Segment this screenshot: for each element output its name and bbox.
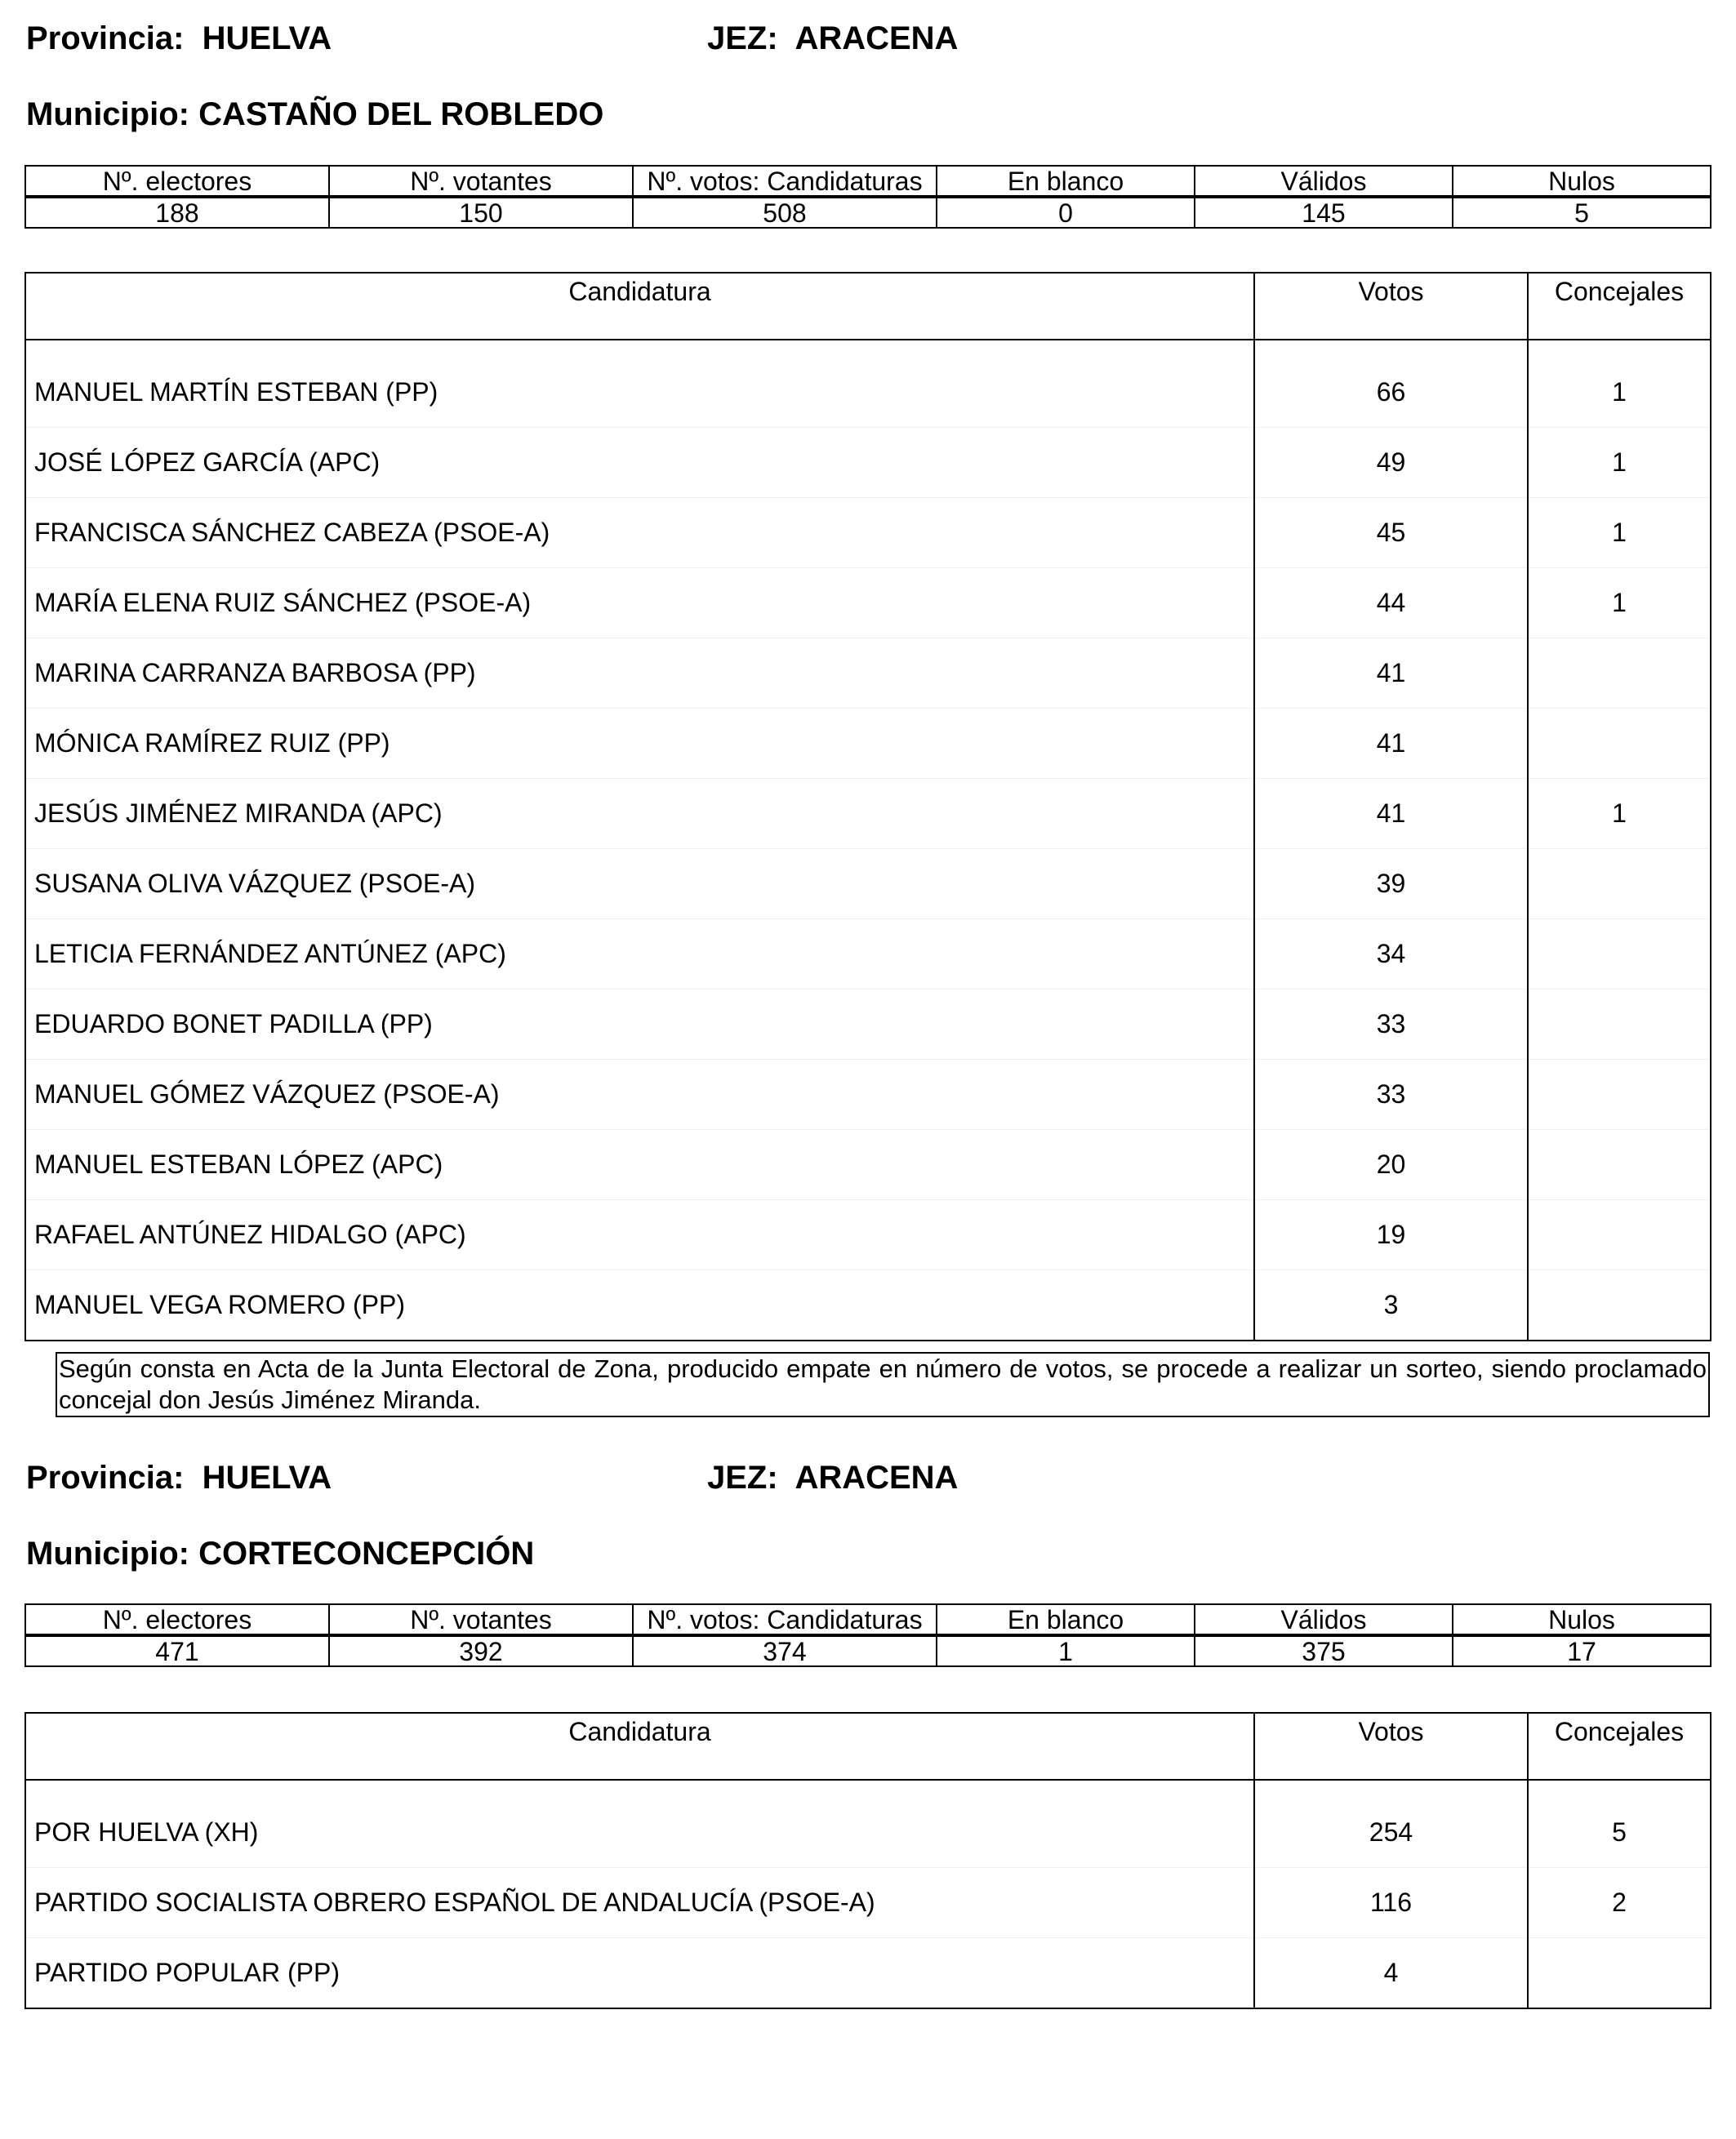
candidates-table xyxy=(24,272,1712,1341)
table-row xyxy=(25,1060,1711,1130)
header-votos: Votos xyxy=(1254,273,1528,340)
table-row xyxy=(25,1130,1711,1200)
provincia-value: HUELVA xyxy=(202,20,332,56)
candidate-name: POR HUELVA (XH) xyxy=(25,1798,1254,1868)
stats-value-nulos: 5 xyxy=(1453,197,1711,228)
table-row xyxy=(25,428,1711,498)
stats-header-row xyxy=(25,166,1711,197)
candidate-name: MANUEL MARTÍN ESTEBAN (PP) xyxy=(25,358,1254,428)
jez-label: JEZ: xyxy=(707,20,778,56)
stats-header-en-blanco: En blanco xyxy=(937,166,1195,197)
candidate-seats: 1 xyxy=(1528,779,1711,849)
table-row xyxy=(25,989,1711,1060)
table-row xyxy=(25,1200,1711,1270)
jez-heading xyxy=(707,1461,958,1494)
municipio-label: Municipio: xyxy=(26,96,189,132)
candidate-seats xyxy=(1528,709,1711,779)
candidate-name: PARTIDO POPULAR (PP) xyxy=(34,1958,340,1987)
stats-value-votos-candidaturas: 508 xyxy=(633,197,937,228)
candidate-votes: 44 xyxy=(1254,568,1528,638)
candidate-seats: 1 xyxy=(1528,498,1711,568)
table-row xyxy=(25,638,1711,709)
provincia-heading xyxy=(26,22,332,55)
jez-heading xyxy=(707,22,958,55)
candidate-votes: 41 xyxy=(1254,779,1528,849)
header-votos: Votos xyxy=(1254,1713,1528,1780)
stats-value-en-blanco: 1 xyxy=(937,1635,1195,1666)
candidate-name: MÓNICA RAMÍREZ RUIZ (PP) xyxy=(25,709,1254,779)
table-row xyxy=(25,919,1711,989)
table-row xyxy=(25,568,1711,638)
table-row xyxy=(25,1868,1711,1938)
stats-value-en-blanco: 0 xyxy=(937,197,1195,228)
candidate-name: SUSANA OLIVA VÁZQUEZ (PSOE-A) xyxy=(25,849,1254,919)
candidate-seats xyxy=(1528,1270,1711,1341)
provincia-label: Provincia: xyxy=(26,1460,185,1496)
provincia-value: HUELVA xyxy=(202,1460,332,1496)
candidate-votes: 33 xyxy=(1254,989,1528,1060)
candidate-name: MARÍA ELENA RUIZ SÁNCHEZ (PSOE-A) xyxy=(25,568,1254,638)
municipio-value: CORTECONCEPCIÓN xyxy=(198,1536,535,1572)
candidate-name: JESÚS JIMÉNEZ MIRANDA (APC) xyxy=(25,779,1254,849)
candidate-name: MANUEL VEGA ROMERO (PP) xyxy=(34,1290,405,1319)
stats-header-en-blanco: En blanco xyxy=(937,1604,1195,1635)
stats-header-electores: Nº. electores xyxy=(25,166,329,197)
candidate-seats: 1 xyxy=(1528,568,1711,638)
candidate-votes: 41 xyxy=(1254,638,1528,709)
candidate-votes: 39 xyxy=(1254,849,1528,919)
candidate-name: RAFAEL ANTÚNEZ HIDALGO (APC) xyxy=(25,1200,1254,1270)
candidate-seats xyxy=(1528,638,1711,709)
candidate-votes: 19 xyxy=(1254,1200,1528,1270)
stats-header-electores: Nº. electores xyxy=(25,1604,329,1635)
stats-value-electores: 188 xyxy=(25,197,329,228)
stats-value-votantes: 392 xyxy=(329,1635,633,1666)
candidate-name: MARINA CARRANZA BARBOSA (PP) xyxy=(25,638,1254,709)
stats-header-nulos: Nulos xyxy=(1453,166,1711,197)
stats-value-votos-candidaturas: 374 xyxy=(633,1635,937,1666)
stats-values-row xyxy=(25,197,1711,228)
candidate-seats: 1 xyxy=(1528,358,1711,428)
table-row xyxy=(25,1270,1711,1341)
candidate-seats xyxy=(1528,849,1711,919)
stats-header-row xyxy=(25,1604,1711,1635)
provincia-heading xyxy=(26,1461,332,1494)
tie-break-note: Según consta en Acta de la Junta Electoral de Zona, producido empate en número de votos, se procede a realizar un sorteo, siendo proclamado concejal don Jesús Jiménez Miranda. xyxy=(56,1352,1710,1417)
candidate-seats: 5 xyxy=(1528,1798,1711,1868)
candidate-seats xyxy=(1528,1938,1711,2009)
candidate-seats xyxy=(1528,1060,1711,1130)
municipio-value: CASTAÑO DEL ROBLEDO xyxy=(198,96,604,132)
stats-value-electores: 471 xyxy=(25,1635,329,1666)
municipio-label: Municipio: xyxy=(26,1536,189,1572)
header-candidatura: Candidatura xyxy=(25,1713,1254,1780)
candidate-name: PARTIDO SOCIALISTA OBRERO ESPAÑOL DE ANDALUCÍA (PSOE-A) xyxy=(25,1868,1254,1938)
municipio-heading xyxy=(26,1537,534,1570)
table-row xyxy=(25,498,1711,568)
jez-value: ARACENA xyxy=(795,20,959,56)
candidates-table xyxy=(24,1712,1712,2009)
candidate-votes: 45 xyxy=(1254,498,1528,568)
candidate-seats xyxy=(1528,989,1711,1060)
candidate-votes: 49 xyxy=(1254,428,1528,498)
table-row xyxy=(25,709,1711,779)
candidate-seats xyxy=(1528,919,1711,989)
stats-value-votantes: 150 xyxy=(329,197,633,228)
stats-header-votos-candidaturas: Nº. votos: Candidaturas xyxy=(633,1604,937,1635)
candidate-votes: 116 xyxy=(1254,1868,1528,1938)
candidate-seats xyxy=(1528,1200,1711,1270)
candidate-seats xyxy=(1528,1130,1711,1200)
candidates-header-row xyxy=(25,273,1711,340)
stats-header-nulos: Nulos xyxy=(1453,1604,1711,1635)
stats-header-votos-candidaturas: Nº. votos: Candidaturas xyxy=(633,166,937,197)
stats-header-votantes: Nº. votantes xyxy=(329,166,633,197)
stats-table xyxy=(24,165,1712,229)
header-candidatura: Candidatura xyxy=(25,273,1254,340)
header-concejales: Concejales xyxy=(1528,1713,1711,1780)
provincia-label: Provincia: xyxy=(26,20,185,56)
jez-label: JEZ: xyxy=(707,1460,778,1496)
candidate-votes: 33 xyxy=(1254,1060,1528,1130)
stats-header-votantes: Nº. votantes xyxy=(329,1604,633,1635)
stats-values-row xyxy=(25,1635,1711,1666)
candidate-name: LETICIA FERNÁNDEZ ANTÚNEZ (APC) xyxy=(25,919,1254,989)
table-row xyxy=(25,358,1711,428)
candidate-votes: 41 xyxy=(1254,709,1528,779)
candidate-name: JOSÉ LÓPEZ GARCÍA (APC) xyxy=(25,428,1254,498)
candidate-votes: 3 xyxy=(1254,1270,1528,1341)
candidate-name: MANUEL GÓMEZ VÁZQUEZ (PSOE-A) xyxy=(25,1060,1254,1130)
candidate-votes: 66 xyxy=(1254,358,1528,428)
candidate-votes: 254 xyxy=(1254,1798,1528,1868)
stats-value-nulos: 17 xyxy=(1453,1635,1711,1666)
stats-table xyxy=(24,1603,1712,1667)
candidates-header-row xyxy=(25,1713,1711,1780)
candidate-votes: 20 xyxy=(1254,1130,1528,1200)
table-row xyxy=(25,1938,1711,2009)
stats-header-validos: Válidos xyxy=(1195,1604,1453,1635)
table-row xyxy=(25,779,1711,849)
candidate-name: MANUEL ESTEBAN LÓPEZ (APC) xyxy=(25,1130,1254,1200)
candidate-votes: 4 xyxy=(1254,1938,1528,2009)
candidate-seats: 2 xyxy=(1528,1868,1711,1938)
jez-value: ARACENA xyxy=(795,1460,959,1496)
stats-value-validos: 145 xyxy=(1195,197,1453,228)
stats-value-validos: 375 xyxy=(1195,1635,1453,1666)
candidate-votes: 34 xyxy=(1254,919,1528,989)
stats-header-validos: Válidos xyxy=(1195,166,1453,197)
header-concejales: Concejales xyxy=(1528,273,1711,340)
candidate-seats: 1 xyxy=(1528,428,1711,498)
table-row xyxy=(25,1798,1711,1868)
candidate-name: FRANCISCA SÁNCHEZ CABEZA (PSOE-A) xyxy=(25,498,1254,568)
municipio-heading xyxy=(26,98,603,131)
table-row xyxy=(25,849,1711,919)
candidate-name: EDUARDO BONET PADILLA (PP) xyxy=(25,989,1254,1060)
